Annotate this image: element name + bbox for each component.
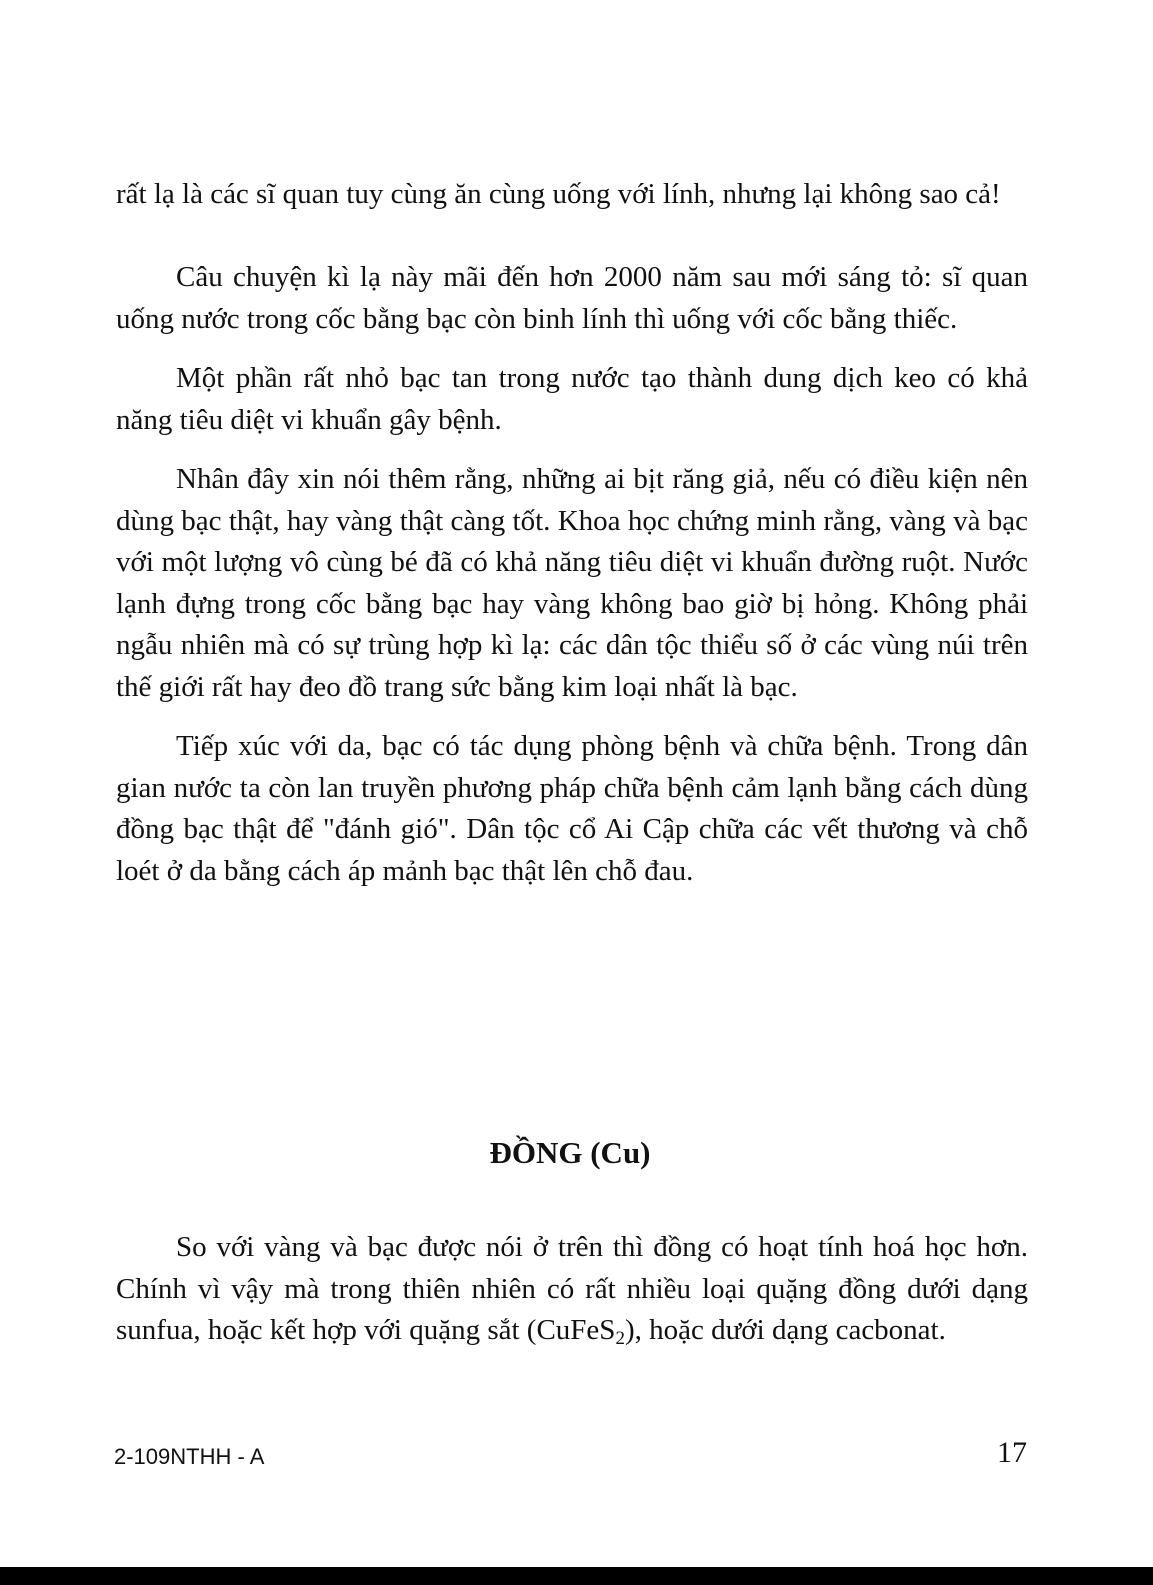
page-number: 17 [997, 1436, 1027, 1469]
footer-code: 2-109NTHH - A [114, 1444, 265, 1469]
section-heading: ĐỒNG (Cu) [489, 1135, 651, 1170]
copper-paragraph [116, 1227, 1028, 1360]
paragraph: Nhân đây xin nói thêm rằng, những ai bịt răng giả, nếu có điều kiện nên dùng bạc thật, hay vàng thật càng tốt. Khoa học chứng minh rằng, vàng và bạc với một lượng vô cùng bé đã có khả năng tiêu diệt vi khuẩn đường ruột. Nước lạnh đựng trong cốc bằng bạc hay vàng không bao giờ bị hỏng. Không phải ngẫu nhiên mà có sự trùng hợp kì lạ: các dân tộc thiểu số ở các vùng núi trên thế giới rất hay đeo đồ trang sức bằng kim loại nhất là bạc. [116, 463, 1028, 703]
paragraph: Tiếp xúc với da, bạc có tác dụng phòng bệnh và chữa bệnh. Trong dân gian nước ta còn lan truyền phương pháp chữa bệnh cảm lạnh bằng cách dùng đồng bạc thật để "đánh gió". Dân tộc cổ Ai Cập chữa các vết thương và chỗ loét ở da bằng cách áp mảnh bạc thật lên chỗ đau. [116, 730, 1028, 887]
paragraph: Câu chuyện kì lạ này mãi đến hơn 2000 năm sau mới sáng tỏ: sĩ quan uống nước trong cốc bằng bạc còn binh lính thì uống với cốc bằng thiếc. [116, 261, 1028, 335]
silver-section-body [116, 257, 1028, 892]
formula-subscript: 2 [615, 1328, 625, 1349]
paragraph: Một phần rất nhỏ bạc tan trong nước tạo thành dung dịch keo có khả năng tiêu diệt vi khuẩn gây bệnh. [116, 362, 1028, 436]
copper-text-before: So với vàng và bạc được nói ở trên thì đồng có hoạt tính hoá học hơn. Chính vì vậy mà trong thiên nhiên có rất nhiều loại quặng đồng dưới dạng sunfua, hoặc kết hợp với quặng sắt (CuFeS [116, 1231, 1028, 1346]
scan-border [0, 1567, 1153, 1585]
paragraph-continuation: rất lạ là các sĩ quan tuy cùng ăn cùng uống với lính, nhưng lại không sao cả! [116, 178, 1001, 210]
copper-text-after: ), hoặc dưới dạng cacbonat. [624, 1314, 946, 1346]
